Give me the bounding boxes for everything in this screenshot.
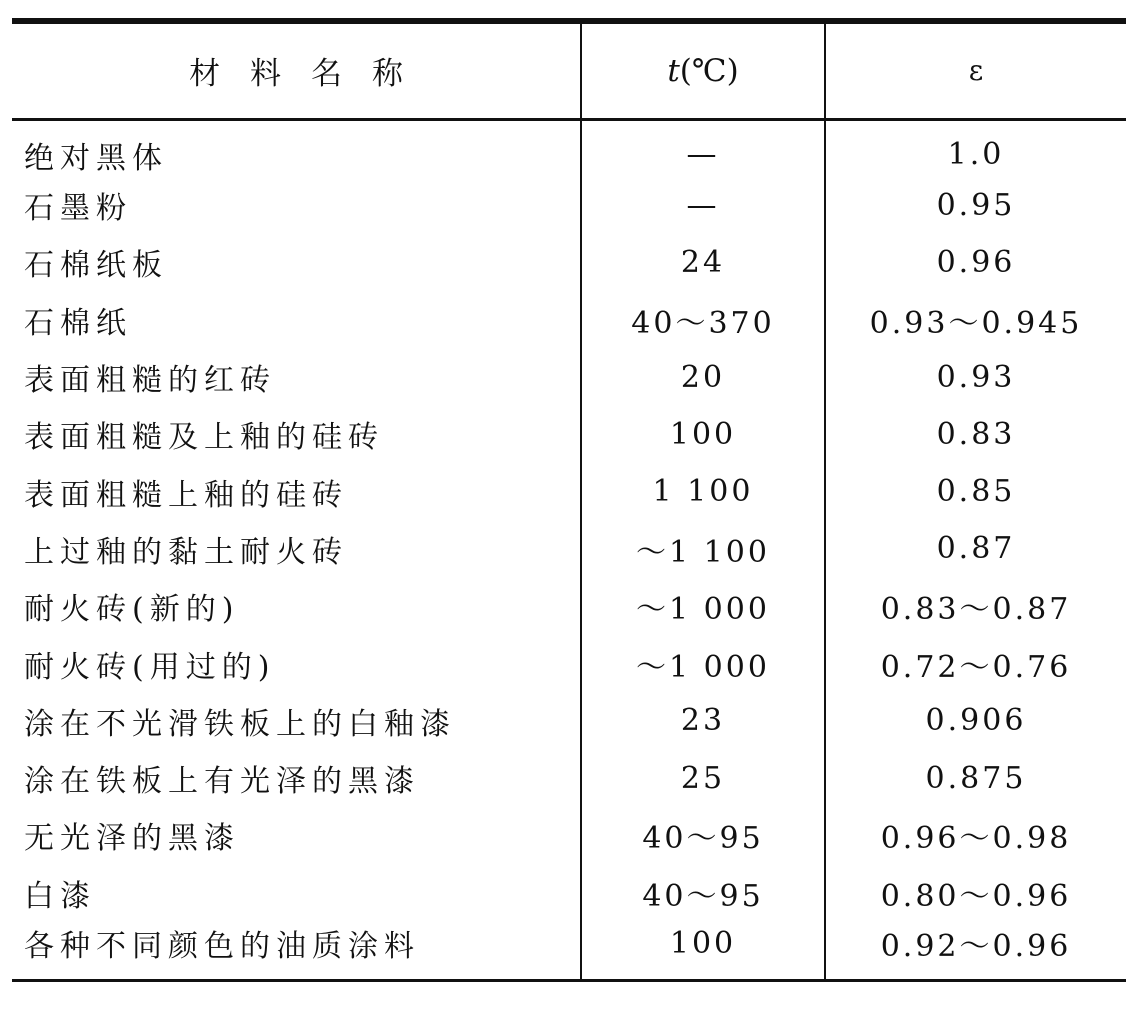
emissivity-cell: 0.83 — [825, 406, 1126, 463]
header-material-name: 材料名称 — [12, 21, 581, 119]
emissivity-cell: 0.80～0.96 — [825, 864, 1126, 921]
temperature-cell: 40～95 — [581, 807, 825, 864]
table-row — [12, 234, 1126, 291]
material-name-cell: 无光泽的黑漆 — [24, 821, 240, 857]
emissivity-cell: 0.93 — [825, 348, 1126, 405]
table-row — [12, 864, 1126, 921]
header-temperature-unit: (℃) — [679, 52, 739, 89]
table-row — [12, 177, 1126, 234]
table-row — [12, 520, 1126, 577]
material-name-cell: 白漆 — [24, 878, 96, 914]
emissivity-table — [12, 18, 1126, 982]
header-emissivity: ε — [825, 21, 1126, 119]
temperature-cell: 20 — [581, 348, 825, 405]
emissivity-cell: 0.92～0.96 — [825, 921, 1126, 981]
emissivity-cell: 0.96～0.98 — [825, 807, 1126, 864]
material-name-cell: 石棉纸板 — [24, 248, 168, 284]
table-row — [12, 635, 1126, 692]
emissivity-cell: 0.83～0.87 — [825, 578, 1126, 635]
table-row — [12, 463, 1126, 520]
material-name-cell: 石棉纸 — [24, 305, 132, 341]
table-row — [12, 749, 1126, 806]
table-row — [12, 921, 1126, 981]
material-name-cell: 表面粗糙及上釉的硅砖 — [24, 420, 384, 456]
emissivity-cell: 0.906 — [825, 692, 1126, 749]
emissivity-cell: 0.95 — [825, 177, 1126, 234]
temperature-cell: 24 — [581, 234, 825, 291]
temperature-cell: ～1 000 — [581, 578, 825, 635]
table-row — [12, 807, 1126, 864]
emissivity-table-container — [12, 18, 1126, 982]
header-temperature-symbol: t — [667, 52, 680, 89]
table-row — [12, 578, 1126, 635]
header-temperature — [581, 21, 825, 119]
emissivity-cell: 0.85 — [825, 463, 1126, 520]
temperature-cell: — — [581, 177, 825, 234]
temperature-cell: 25 — [581, 749, 825, 806]
temperature-cell: ～1 100 — [581, 520, 825, 577]
temperature-cell: 100 — [581, 406, 825, 463]
table-row — [12, 348, 1126, 405]
material-name-cell: 各种不同颜色的油质涂料 — [12, 921, 581, 981]
material-name-cell: 绝对黑体 — [24, 140, 168, 176]
temperature-cell: — — [581, 119, 825, 177]
emissivity-cell: 0.93～0.945 — [825, 291, 1126, 348]
emissivity-cell: 0.875 — [825, 749, 1126, 806]
temperature-cell: 23 — [581, 692, 825, 749]
temperature-cell: ～1 000 — [581, 635, 825, 692]
material-name-cell: 表面粗糙上釉的硅砖 — [24, 477, 348, 513]
emissivity-cell: 0.87 — [825, 520, 1126, 577]
temperature-cell: 40～95 — [581, 864, 825, 921]
table-body — [12, 119, 1126, 981]
emissivity-cell: 1.0 — [825, 119, 1126, 177]
material-name-cell: 石墨粉 — [24, 191, 132, 227]
table-row — [12, 291, 1126, 348]
table-row — [12, 406, 1126, 463]
table-header — [12, 21, 1126, 119]
emissivity-cell: 0.72～0.76 — [825, 635, 1126, 692]
temperature-cell: 1 100 — [581, 463, 825, 520]
header-row — [12, 21, 1126, 119]
emissivity-cell: 0.96 — [825, 234, 1126, 291]
table-row — [12, 692, 1126, 749]
temperature-cell: 100 — [581, 921, 825, 981]
material-name-cell: 耐火砖(用过的) — [24, 649, 276, 685]
material-name-cell: 耐火砖(新的) — [24, 592, 240, 628]
material-name-cell: 表面粗糙的红砖 — [24, 363, 276, 399]
table-row — [12, 119, 1126, 177]
material-name-cell: 涂在铁板上有光泽的黑漆 — [24, 764, 420, 800]
material-name-cell: 上过釉的黏土耐火砖 — [24, 534, 348, 570]
material-name-cell: 涂在不光滑铁板上的白釉漆 — [24, 706, 456, 742]
temperature-cell: 40～370 — [581, 291, 825, 348]
